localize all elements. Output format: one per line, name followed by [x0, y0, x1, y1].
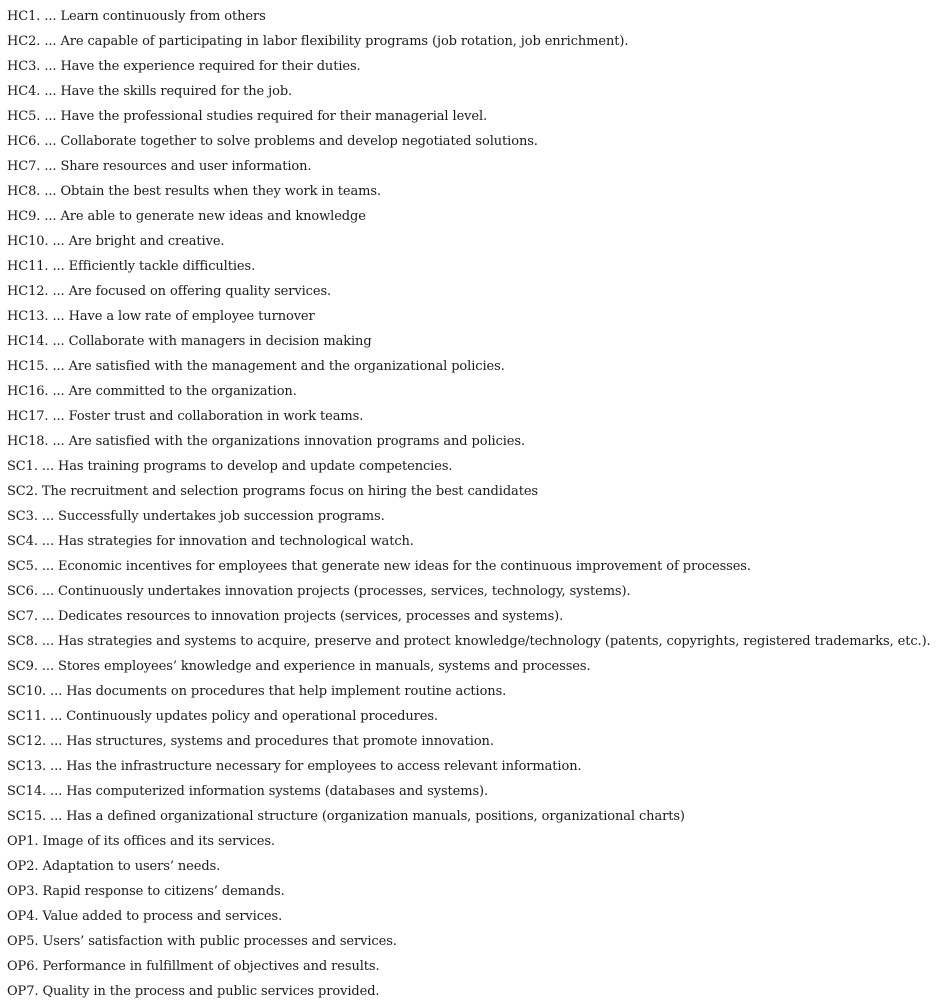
- item-op5: OP5. Users’ satisfaction with public processes and services.: [7, 934, 397, 949]
- item-sc8: SC8. ... Has strategies and systems to acquire, preserve and protect knowledge/technology (patents, copyrights, registered trademarks, etc.).: [7, 634, 931, 649]
- item-hc10: HC10. ... Are bright and creative.: [7, 234, 225, 249]
- item-sc12: SC12. ... Has structures, systems and procedures that promote innovation.: [7, 734, 494, 749]
- item-sc4: SC4. ... Has strategies for innovation and technological watch.: [7, 534, 414, 549]
- item-sc14: SC14. ... Has computerized information systems (databases and systems).: [7, 784, 489, 799]
- item-sc1: SC1. ... Has training programs to develop and update competencies.: [7, 459, 453, 474]
- item-sc6: SC6. ... Continuously undertakes innovation projects (processes, services, technology, systems).: [7, 584, 631, 599]
- item-sc10: SC10. ... Has documents on procedures that help implement routine actions.: [7, 684, 507, 699]
- item-hc16: HC16. ... Are committed to the organization.: [7, 384, 297, 399]
- item-hc4: HC4. ... Have the skills required for the job.: [7, 84, 293, 99]
- item-hc8: HC8. ... Obtain the best results when they work in teams.: [7, 184, 381, 199]
- item-sc5: SC5. ... Economic incentives for employees that generate new ideas for the continuous improvement of processes.: [7, 559, 751, 574]
- item-hc3: HC3. ... Have the experience required for their duties.: [7, 59, 361, 74]
- item-hc5: HC5. ... Have the professional studies required for their managerial level.: [7, 109, 488, 124]
- item-hc15: HC15. ... Are satisfied with the management and the organizational policies.: [7, 359, 505, 374]
- item-hc6: HC6. ... Collaborate together to solve problems and develop negotiated solutions.: [7, 134, 538, 149]
- item-hc11: HC11. ... Efficiently tackle difficulties.: [7, 259, 256, 274]
- item-op2: OP2. Adaptation to users’ needs.: [7, 859, 221, 874]
- item-hc17: HC17. ... Foster trust and collaboration in work teams.: [7, 409, 364, 424]
- item-hc7: HC7. ... Share resources and user information.: [7, 159, 312, 174]
- item-hc12: HC12. ... Are focused on offering quality services.: [7, 284, 332, 299]
- item-sc3: SC3. ... Successfully undertakes job succession programs.: [7, 509, 385, 524]
- item-hc9: HC9. ... Are able to generate new ideas and knowledge: [7, 209, 366, 224]
- item-op4: OP4. Value added to process and services.: [7, 909, 283, 924]
- item-sc13: SC13. ... Has the infrastructure necessary for employees to access relevant information.: [7, 759, 582, 774]
- item-hc13: HC13. ... Have a low rate of employee turnover: [7, 309, 315, 324]
- item-op1: OP1. Image of its offices and its services.: [7, 834, 275, 849]
- item-hc14: HC14. ... Collaborate with managers in decision making: [7, 334, 372, 349]
- item-hc18: HC18. ... Are satisfied with the organizations innovation programs and policies.: [7, 434, 525, 449]
- questionnaire-item-list: [7, 7, 931, 1007]
- item-sc7: SC7. ... Dedicates resources to innovation projects (services, processes and systems).: [7, 609, 564, 624]
- item-sc9: SC9. ... Stores employees’ knowledge and experience in manuals, systems and processes.: [7, 659, 591, 674]
- item-op3: OP3. Rapid response to citizens’ demands.: [7, 884, 285, 899]
- item-sc15: SC15. ... Has a defined organizational structure (organization manuals, positions, organizational charts): [7, 809, 685, 824]
- item-op7: OP7. Quality in the process and public services provided.: [7, 984, 380, 999]
- item-hc2: HC2. ... Are capable of participating in labor flexibility programs (job rotation, job enrichment).: [7, 34, 629, 49]
- item-op6: OP6. Performance in fulfillment of objectives and results.: [7, 959, 380, 974]
- item-sc11: SC11. ... Continuously updates policy and operational procedures.: [7, 709, 438, 724]
- item-sc2: SC2. The recruitment and selection programs focus on hiring the best candidates: [7, 484, 538, 499]
- item-hc1: HC1. ... Learn continuously from others: [7, 9, 266, 24]
